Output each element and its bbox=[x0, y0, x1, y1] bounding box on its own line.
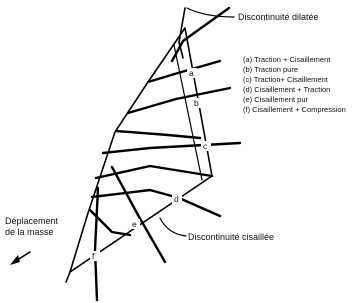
dilated-discontinuity-label: Discontinuité dilatée bbox=[238, 12, 319, 22]
fracture-a-lower bbox=[148, 61, 220, 82]
fracture-b bbox=[128, 88, 230, 113]
displacement-arrow-icon bbox=[10, 252, 30, 265]
displacement-label-line2: de la masse bbox=[5, 227, 54, 237]
fracture-c-upper bbox=[116, 131, 200, 138]
legend-item-f: (f) Cisaillement + Compression bbox=[243, 105, 346, 114]
legend-item-b: (b) Traction pure bbox=[243, 65, 299, 74]
legend-item-a: (a) Traction + Cisaillement bbox=[243, 55, 331, 64]
legend bbox=[243, 55, 346, 114]
sheared-discontinuity-label: Discontinuité cisaillée bbox=[188, 232, 275, 242]
letter-b: b bbox=[194, 98, 199, 108]
letter-a: a bbox=[189, 68, 194, 78]
fracture-e bbox=[112, 167, 165, 262]
letter-d: d bbox=[174, 194, 179, 204]
legend-item-c: (c) Traction+ Cisaillement bbox=[243, 75, 328, 84]
top-discontinuity-lines bbox=[179, 8, 234, 58]
fracture-d bbox=[92, 190, 179, 198]
displacement-label-line1: Déplacement bbox=[5, 216, 59, 226]
letter-c: c bbox=[203, 141, 208, 151]
letter-e: e bbox=[132, 219, 137, 229]
legend-item-d: (d) Cisaillement + Traction bbox=[243, 85, 331, 94]
dilated-discontinuity-inner-edge bbox=[174, 45, 202, 180]
shear-discontinuity-lower bbox=[66, 272, 70, 282]
leader-line-bottom bbox=[160, 218, 186, 236]
fracture-f bbox=[95, 188, 98, 300]
fracture-d-outer bbox=[179, 198, 220, 216]
letter-f: f bbox=[92, 251, 95, 261]
fracture-c bbox=[103, 143, 240, 153]
legend-item-e: (e) Cisaillement pur bbox=[243, 95, 309, 104]
